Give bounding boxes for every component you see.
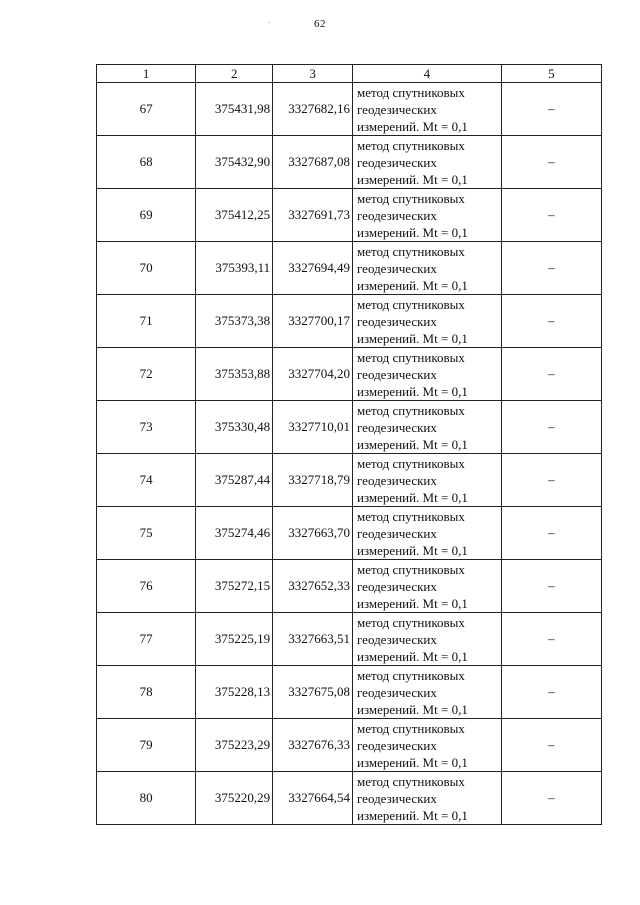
table-row [97, 295, 602, 348]
x-coordinate-cell: 375225,19 [196, 613, 273, 666]
method-cell [353, 401, 502, 454]
y-coordinate-cell: 3327700,17 [273, 295, 353, 348]
method-line: измерений. Mt = 0,1 [357, 171, 468, 187]
method-cell [353, 772, 502, 825]
point-number-cell: 77 [97, 613, 196, 666]
method-line: геодезических [357, 101, 437, 117]
point-number-cell: 69 [97, 189, 196, 242]
method-cell [353, 348, 502, 401]
note-cell: – [501, 83, 601, 136]
y-coordinate-cell: 3327687,08 [273, 136, 353, 189]
y-coordinate-cell: 3327664,54 [273, 772, 353, 825]
point-number-cell: 68 [97, 136, 196, 189]
method-line: геодезических [357, 578, 437, 594]
method-line: измерений. Mt = 0,1 [357, 807, 468, 823]
header-col-3: 3 [273, 65, 353, 83]
x-coordinate-cell: 375373,38 [196, 295, 273, 348]
method-line: геодезических [357, 419, 437, 435]
method-line: метод спутниковых [357, 667, 465, 683]
note-cell: – [501, 454, 601, 507]
table-row [97, 242, 602, 295]
note-cell: – [501, 242, 601, 295]
method-line: геодезических [357, 154, 437, 170]
y-coordinate-cell: 3327704,20 [273, 348, 353, 401]
method-cell [353, 560, 502, 613]
page-number: 62 [314, 18, 326, 30]
method-line: геодезических [357, 366, 437, 382]
table-row [97, 613, 602, 666]
method-line: измерений. Mt = 0,1 [357, 383, 468, 399]
method-line: метод спутниковых [357, 190, 465, 206]
table-row [97, 83, 602, 136]
header-col-4: 4 [353, 65, 502, 83]
x-coordinate-cell: 375432,90 [196, 136, 273, 189]
note-cell: – [501, 772, 601, 825]
note-cell: – [501, 613, 601, 666]
method-cell [353, 136, 502, 189]
method-line: измерений. Mt = 0,1 [357, 489, 468, 505]
point-number-cell: 72 [97, 348, 196, 401]
method-line: метод спутниковых [357, 296, 465, 312]
method-line: метод спутниковых [357, 614, 465, 630]
table-row [97, 560, 602, 613]
method-line: измерений. Mt = 0,1 [357, 224, 468, 240]
y-coordinate-cell: 3327675,08 [273, 666, 353, 719]
point-number-cell: 75 [97, 507, 196, 560]
note-cell: – [501, 507, 601, 560]
method-line: геодезических [357, 207, 437, 223]
method-line: метод спутниковых [357, 455, 465, 471]
method-cell [353, 242, 502, 295]
y-coordinate-cell: 3327710,01 [273, 401, 353, 454]
method-line: метод спутниковых [357, 561, 465, 577]
x-coordinate-cell: 375353,88 [196, 348, 273, 401]
note-cell: – [501, 401, 601, 454]
x-coordinate-cell: 375274,46 [196, 507, 273, 560]
method-line: метод спутниковых [357, 349, 465, 365]
method-line: геодезических [357, 684, 437, 700]
method-line: геодезических [357, 790, 437, 806]
table-row [97, 507, 602, 560]
y-coordinate-cell: 3327691,73 [273, 189, 353, 242]
x-coordinate-cell: 375412,25 [196, 189, 273, 242]
method-line: геодезических [357, 737, 437, 753]
point-number-cell: 78 [97, 666, 196, 719]
method-line: метод спутниковых [357, 243, 465, 259]
x-coordinate-cell: 375228,13 [196, 666, 273, 719]
y-coordinate-cell: 3327682,16 [273, 83, 353, 136]
method-line: геодезических [357, 472, 437, 488]
point-number-cell: 71 [97, 295, 196, 348]
method-line: геодезических [357, 260, 437, 276]
method-line: измерений. Mt = 0,1 [357, 595, 468, 611]
method-line: измерений. Mt = 0,1 [357, 754, 468, 770]
x-coordinate-cell: 375393,11 [196, 242, 273, 295]
table-row [97, 454, 602, 507]
table-row [97, 719, 602, 772]
y-coordinate-cell: 3327652,33 [273, 560, 353, 613]
x-coordinate-cell: 375272,15 [196, 560, 273, 613]
method-line: измерений. Mt = 0,1 [357, 330, 468, 346]
method-cell [353, 666, 502, 719]
coordinates-table [96, 64, 602, 825]
table-row [97, 772, 602, 825]
point-number-cell: 76 [97, 560, 196, 613]
y-coordinate-cell: 3327663,70 [273, 507, 353, 560]
y-coordinate-cell: 3327676,33 [273, 719, 353, 772]
x-coordinate-cell: 375223,29 [196, 719, 273, 772]
point-number-cell: 79 [97, 719, 196, 772]
y-coordinate-cell: 3327718,79 [273, 454, 353, 507]
point-number-cell: 73 [97, 401, 196, 454]
method-cell [353, 507, 502, 560]
x-coordinate-cell: 375431,98 [196, 83, 273, 136]
point-number-cell: 74 [97, 454, 196, 507]
x-coordinate-cell: 375220,29 [196, 772, 273, 825]
method-cell [353, 83, 502, 136]
header-col-2: 2 [196, 65, 273, 83]
table-row [97, 666, 602, 719]
method-line: измерений. Mt = 0,1 [357, 701, 468, 717]
note-cell: – [501, 560, 601, 613]
note-cell: – [501, 136, 601, 189]
header-col-1: 1 [97, 65, 196, 83]
method-line: метод спутниковых [357, 508, 465, 524]
note-cell: – [501, 348, 601, 401]
point-number-cell: 67 [97, 83, 196, 136]
method-line: геодезических [357, 313, 437, 329]
table-row [97, 348, 602, 401]
point-number-cell: 70 [97, 242, 196, 295]
method-line: метод спутниковых [357, 84, 465, 100]
table-row [97, 136, 602, 189]
method-line: измерений. Mt = 0,1 [357, 542, 468, 558]
note-cell: – [501, 719, 601, 772]
method-cell [353, 719, 502, 772]
table-row [97, 189, 602, 242]
method-cell [353, 189, 502, 242]
method-line: измерений. Mt = 0,1 [357, 118, 468, 134]
method-line: геодезических [357, 631, 437, 647]
method-line: метод спутниковых [357, 402, 465, 418]
scan-dot: . [268, 16, 270, 25]
note-cell: – [501, 295, 601, 348]
method-line: измерений. Mt = 0,1 [357, 648, 468, 664]
x-coordinate-cell: 375330,48 [196, 401, 273, 454]
y-coordinate-cell: 3327663,51 [273, 613, 353, 666]
x-coordinate-cell: 375287,44 [196, 454, 273, 507]
y-coordinate-cell: 3327694,49 [273, 242, 353, 295]
method-cell [353, 454, 502, 507]
method-line: измерений. Mt = 0,1 [357, 436, 468, 452]
method-cell [353, 613, 502, 666]
point-number-cell: 80 [97, 772, 196, 825]
method-line: метод спутниковых [357, 720, 465, 736]
header-col-5: 5 [501, 65, 601, 83]
note-cell: – [501, 666, 601, 719]
method-line: метод спутниковых [357, 137, 465, 153]
note-cell: – [501, 189, 601, 242]
table-row [97, 401, 602, 454]
method-line: измерений. Mt = 0,1 [357, 277, 468, 293]
table-header-row [97, 65, 602, 83]
method-cell [353, 295, 502, 348]
method-line: геодезических [357, 525, 437, 541]
method-line: метод спутниковых [357, 773, 465, 789]
